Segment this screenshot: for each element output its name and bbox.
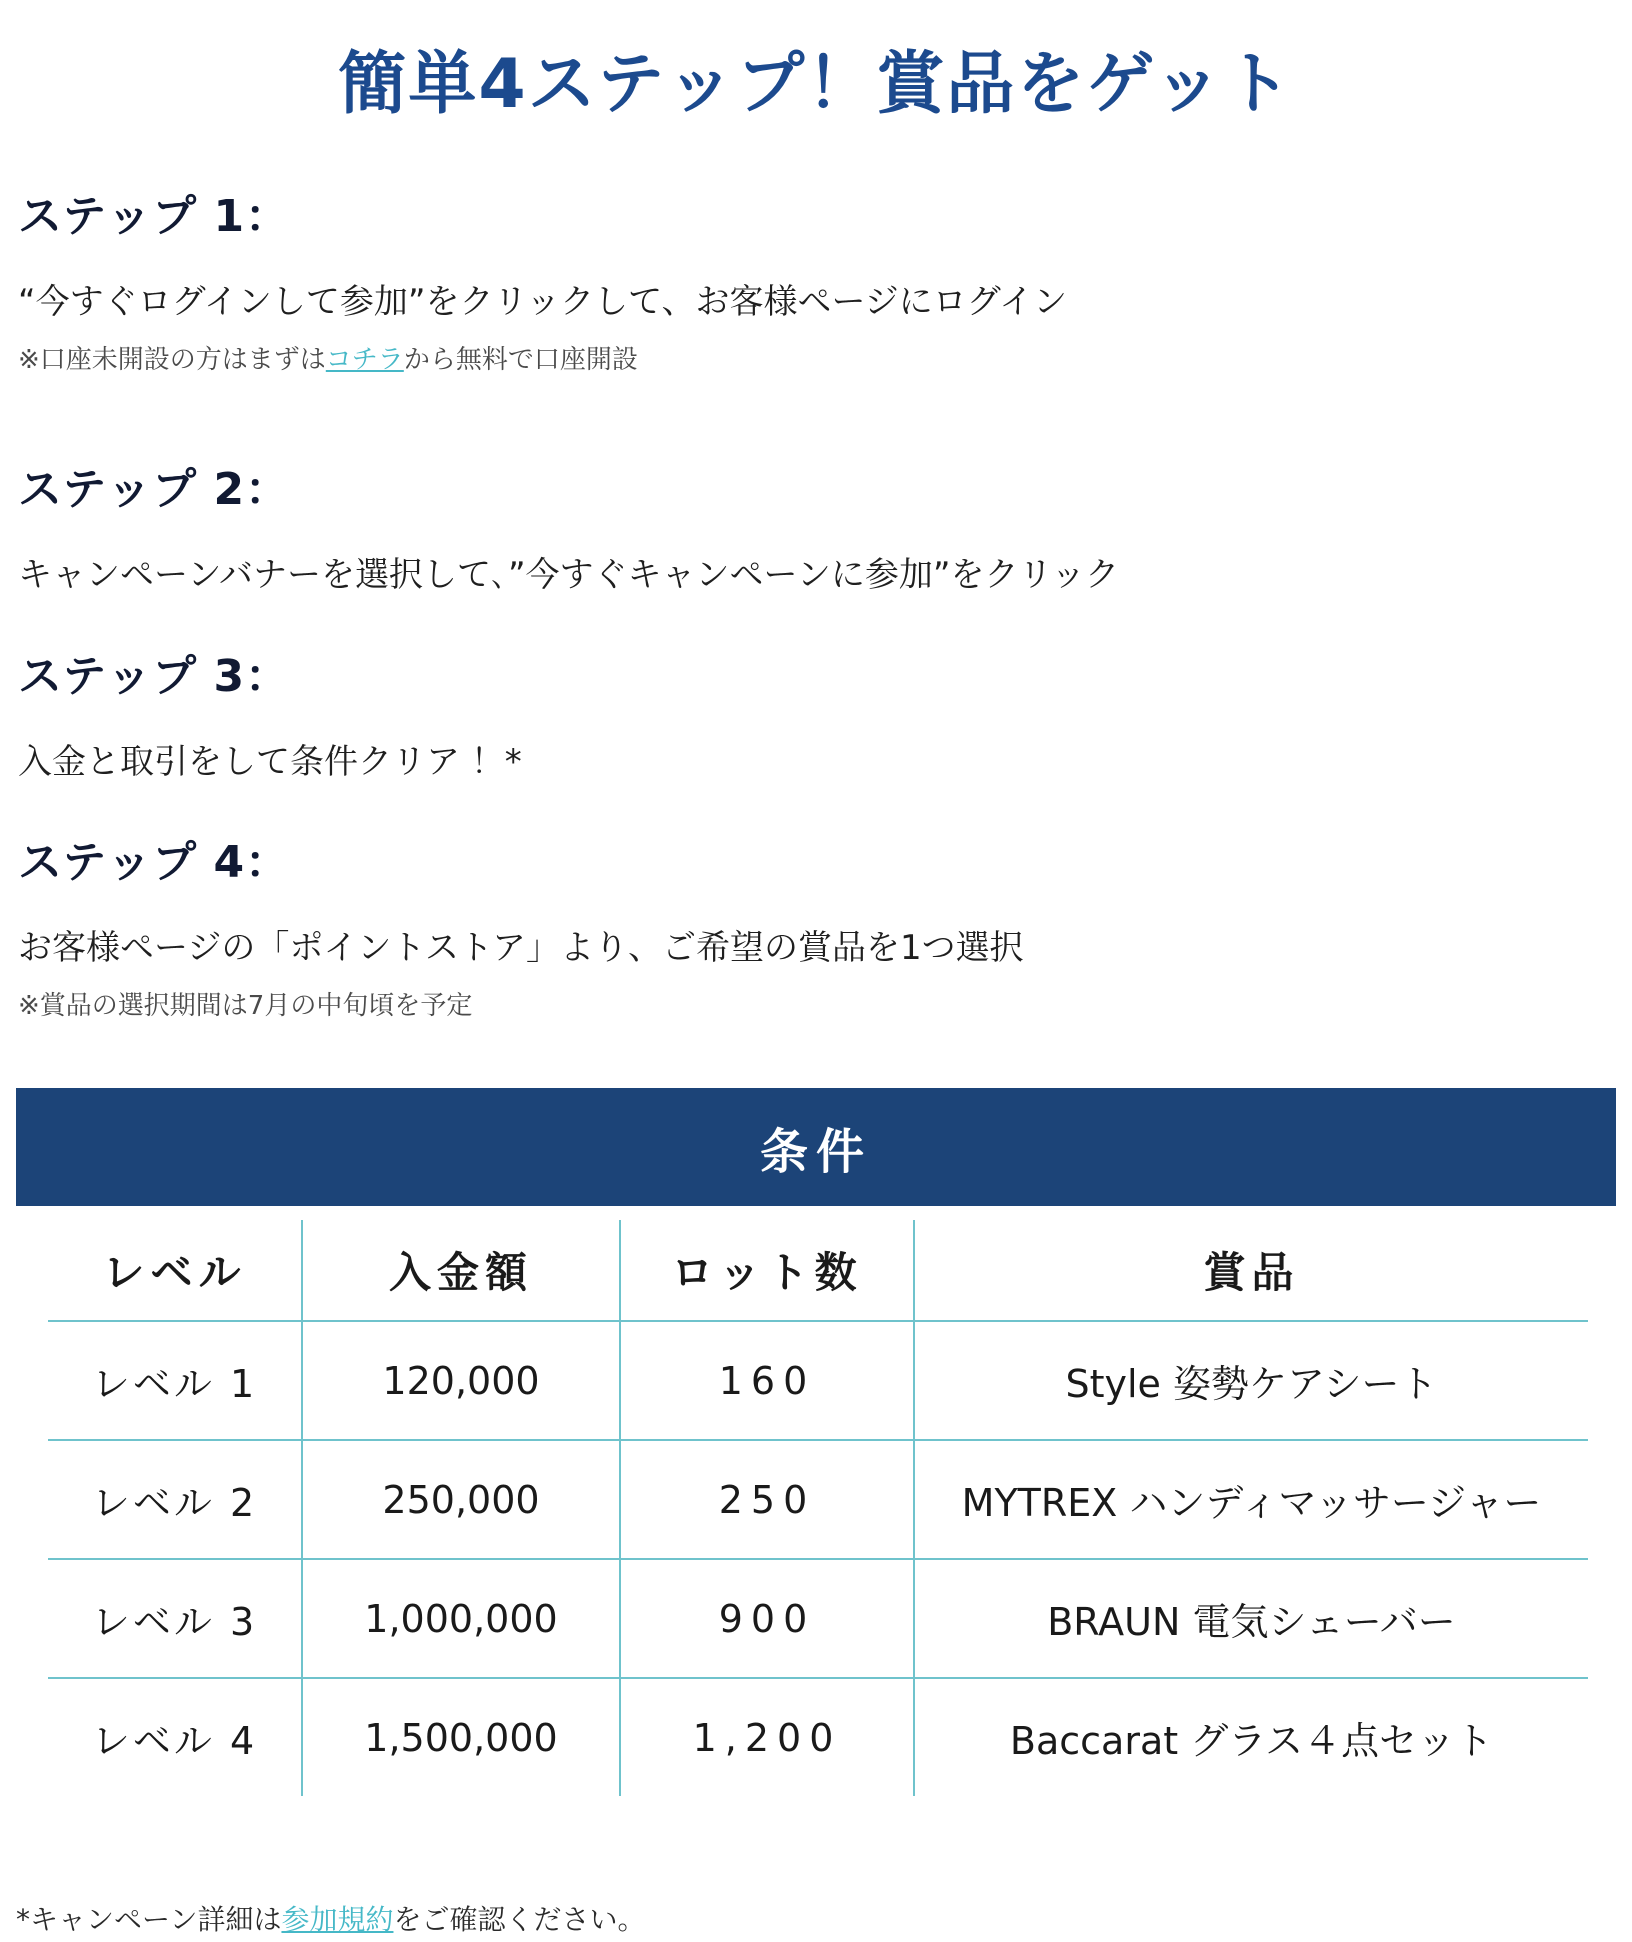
- step-2: [18, 453, 1598, 596]
- step-4-text: お客様ページの「ポイントストア」より、ご希望の賞品を1つ選択: [18, 928, 1024, 968]
- header-deposit: 入金額: [302, 1220, 620, 1321]
- table-row: [48, 1559, 1588, 1678]
- header-level: レベル: [48, 1220, 302, 1321]
- step-4-note: ※賞品の選択期間は7月の中旬頃を予定: [18, 991, 473, 1021]
- terms-link[interactable]: 参加規約: [281, 1903, 394, 1936]
- open-account-link[interactable]: コチラ: [325, 345, 404, 375]
- cell-level: レベル 2: [48, 1440, 302, 1559]
- step-1: [18, 180, 1598, 376]
- cell-deposit: 250,000: [302, 1440, 620, 1559]
- cell-prize: Style 姿勢ケアシート: [914, 1321, 1588, 1440]
- step-4: [18, 826, 1598, 1022]
- step-2-heading: ステップ 2：: [18, 464, 291, 515]
- cell-deposit: 1,500,000: [302, 1678, 620, 1796]
- cell-prize: Baccarat グラス４点セット: [1009, 1719, 1494, 1763]
- conditions-table: [48, 1220, 1588, 1796]
- step-1-note: [18, 339, 1598, 376]
- table-row: [48, 1678, 1588, 1796]
- cell-lots: 900: [620, 1559, 914, 1678]
- cell-deposit: 1,000,000: [302, 1559, 620, 1678]
- cell-lots: 1,200: [620, 1678, 914, 1796]
- step-3-heading: ステップ 3：: [18, 651, 291, 702]
- cell-level: レベル 4: [48, 1678, 302, 1796]
- cell-lots: 160: [620, 1321, 914, 1440]
- cell-prize: MYTREX ハンディマッサージャー: [914, 1440, 1588, 1559]
- step-2-text: キャンペーンバナーを選択して､”今すぐキャンペーンに参加”をクリック: [18, 555, 1120, 595]
- step-3: [18, 640, 1598, 783]
- cell-level: レベル 3: [48, 1559, 302, 1678]
- conditions-title-bar: 条件: [16, 1088, 1616, 1206]
- step-1-note-before: ※口座未開設の方はまずは: [18, 345, 326, 375]
- table-row: [48, 1440, 1588, 1559]
- footer-note: [16, 1898, 645, 1938]
- cell-level: レベル 1: [48, 1321, 302, 1440]
- step-4-heading: ステップ 4：: [18, 837, 291, 888]
- step-1-note-after: から無料で口座開設: [403, 345, 638, 375]
- cell-prize: BRAUN 電気シェーバー: [914, 1559, 1588, 1678]
- step-1-text: “今すぐログインして参加”をクリックして、お客様ページにログイン: [18, 282, 1068, 322]
- header-lots: ロット数: [620, 1220, 914, 1321]
- footer-note-after: をご確認ください。: [393, 1903, 646, 1936]
- header-prize: 賞品: [914, 1220, 1588, 1321]
- step-3-text: 入金と取引をして条件クリア ！*: [18, 742, 522, 782]
- footer-note-before: *キャンペーン詳細は: [16, 1903, 282, 1936]
- table-row: [48, 1321, 1588, 1440]
- table-header-row: [48, 1220, 1588, 1321]
- cell-lots: 250: [620, 1440, 914, 1559]
- step-1-heading: ステップ 1：: [18, 191, 291, 242]
- cell-deposit: 120,000: [302, 1321, 620, 1440]
- page-title: 簡単4ステップ！賞品をゲット: [338, 45, 1294, 124]
